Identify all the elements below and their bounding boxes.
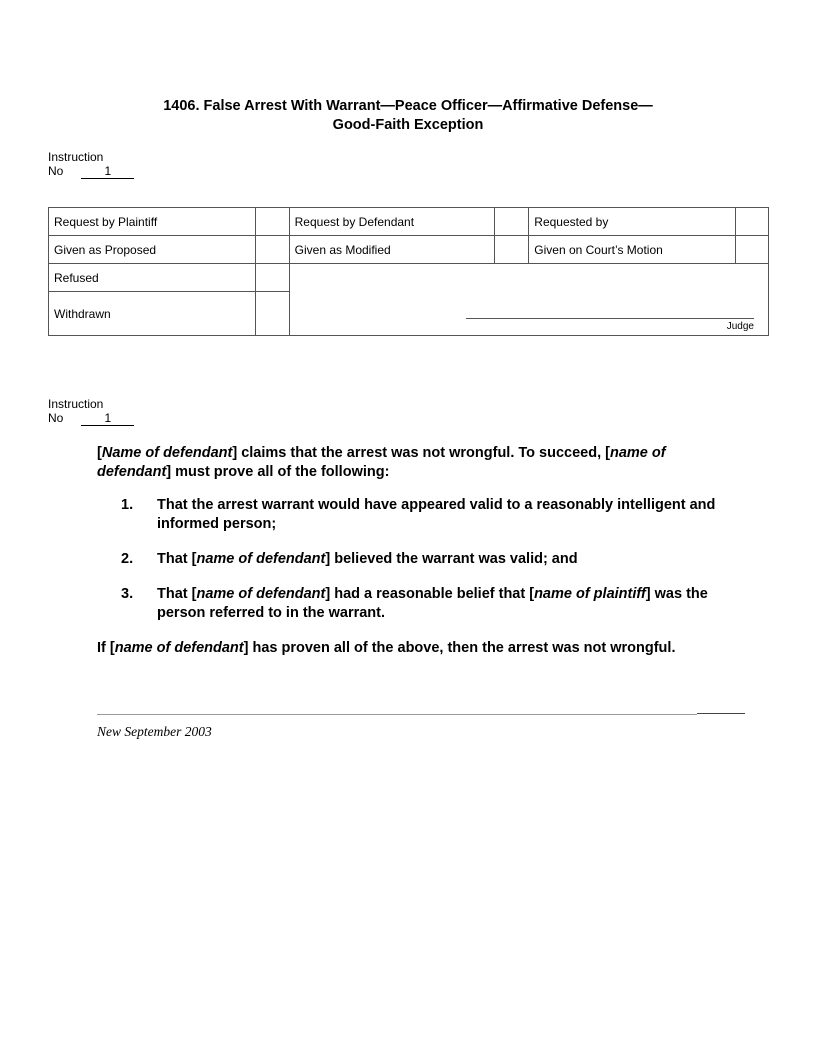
elements-list (97, 496, 727, 623)
list-item: 1. That the arrest warrant would have appeared valid to a reasonably intelligent and informed person; (121, 497, 716, 532)
instruction-label-bottom: Instruction (48, 397, 104, 411)
list-item: 3. That [name of defendant] had a reasonable belief that [name of plaintiff] was the person referred to in the warrant. (121, 586, 708, 621)
requested-by-label: Requested by (529, 208, 736, 236)
request-by-plaintiff-label: Request by Plaintiff (49, 208, 256, 236)
revision-note: New September 2003 (97, 724, 212, 739)
judge-signature-area (289, 264, 768, 336)
no-label-bottom: No (48, 411, 64, 425)
refused-box[interactable] (255, 264, 289, 292)
given-as-modified-label: Given as Modified (289, 236, 495, 264)
instruction-label: Instruction (48, 150, 104, 164)
withdrawn-box[interactable] (255, 292, 289, 336)
instruction-title (100, 97, 716, 135)
requested-by-box[interactable] (735, 208, 768, 236)
list-item: 2. That [name of defendant] believed the warrant was valid; and (121, 551, 578, 567)
judge-signature-line[interactable] (466, 318, 754, 319)
instruction-number-bottom (48, 397, 134, 426)
instruction-no-value: 1 (81, 165, 134, 179)
withdrawn-label: Withdrawn (49, 292, 256, 336)
title-line-2: Good-Faith Exception (332, 117, 484, 133)
given-as-modified-box[interactable] (495, 236, 529, 264)
judge-label: Judge (726, 321, 754, 332)
given-on-courts-motion-box[interactable] (735, 236, 768, 264)
request-by-plaintiff-box[interactable] (255, 208, 289, 236)
given-as-proposed-box[interactable] (255, 236, 289, 264)
request-by-defendant-label: Request by Defendant (289, 208, 495, 236)
footer-divider-right (697, 713, 745, 714)
no-label: No (48, 164, 64, 178)
title-line-1: 1406. False Arrest With Warrant—Peace Officer—Affirmative Defense— (163, 98, 653, 114)
request-by-defendant-box[interactable] (495, 208, 529, 236)
refused-label: Refused (49, 264, 256, 292)
footer-divider (97, 714, 697, 715)
request-table (48, 207, 769, 336)
instruction-no-value-bottom: 1 (81, 412, 134, 426)
intro-paragraph: [Name of defendant] claims that the arrest was not wrongful. To succeed, [name of defendant] must prove all of the following: (97, 445, 666, 480)
given-on-courts-motion-label: Given on Court’s Motion (529, 236, 736, 264)
given-as-proposed-label: Given as Proposed (49, 236, 256, 264)
instruction-number-top (48, 150, 134, 179)
closing-paragraph: If [name of defendant] has proven all of the above, then the arrest was not wrongful. (97, 640, 676, 656)
instruction-body (97, 444, 727, 658)
